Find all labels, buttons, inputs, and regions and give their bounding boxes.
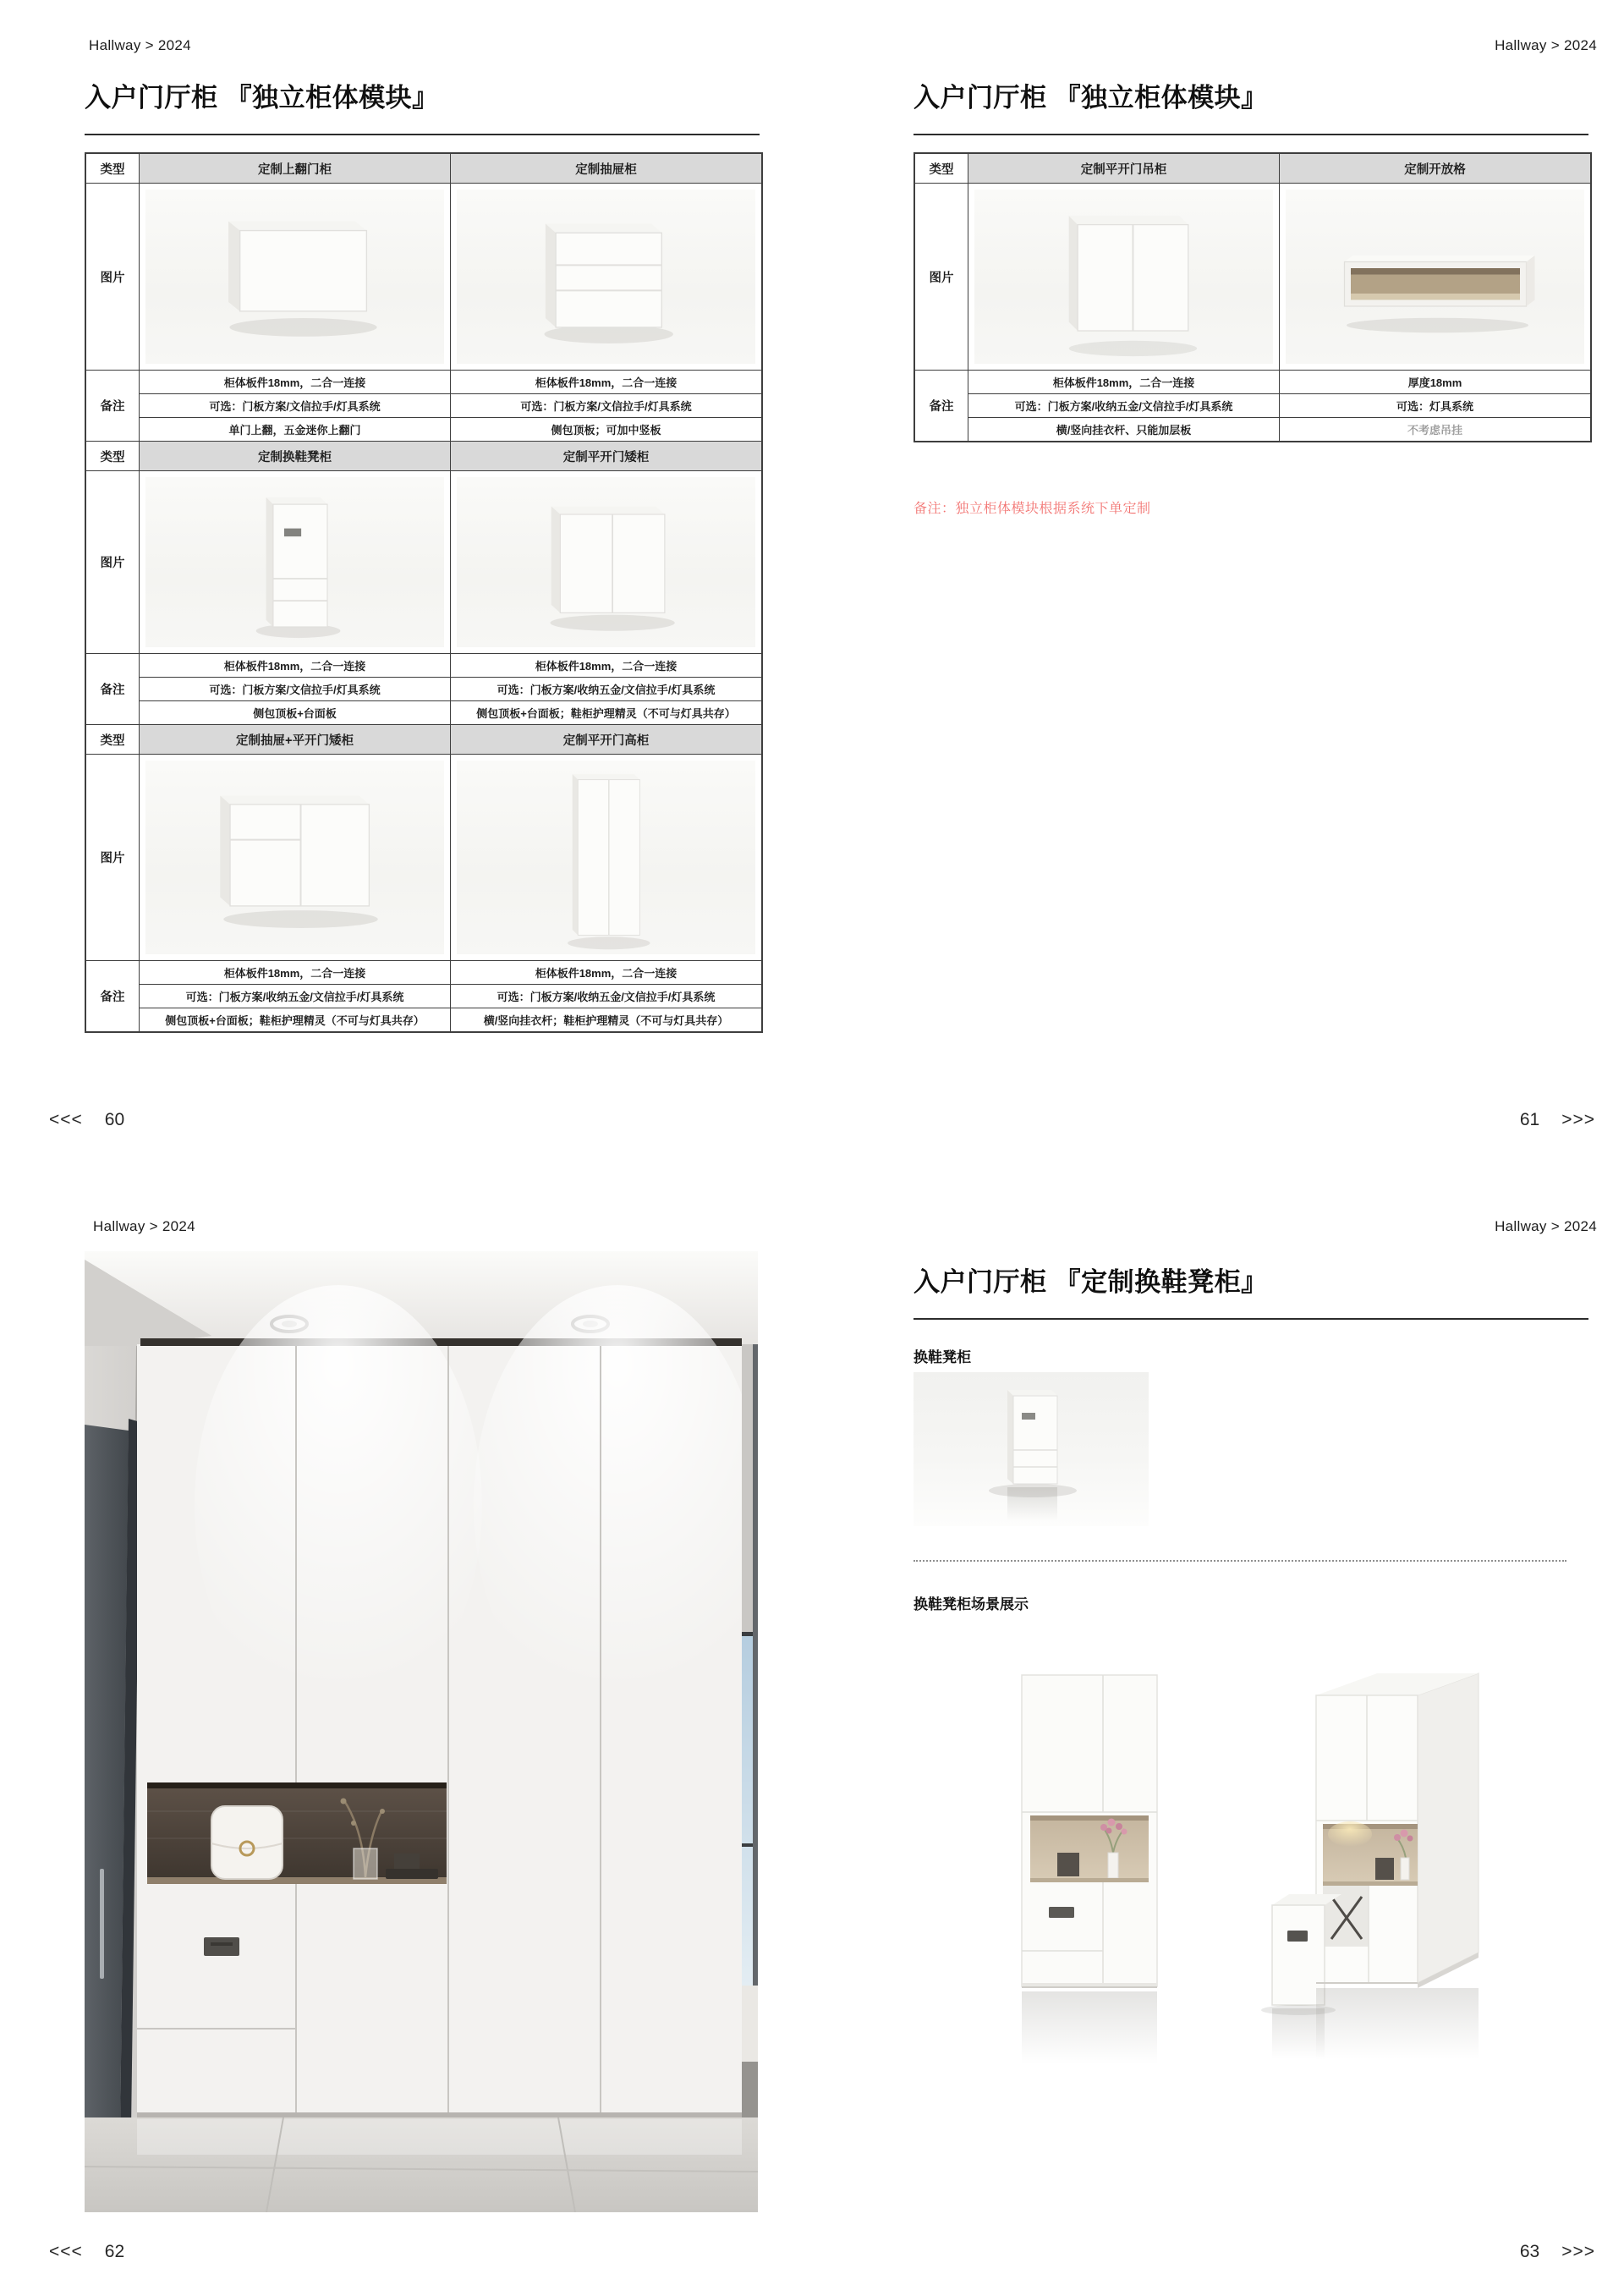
module-table: [914, 152, 1592, 442]
note-cell: 可选：门板方案/文信拉手/灯具系统: [451, 394, 761, 417]
note-cell: 可选：门板方案/文信拉手/灯具系统: [140, 394, 450, 417]
note-cell: 单门上翻，五金迷你上翻门: [140, 418, 450, 441]
note-cell: 侧包顶板；可加中竖板: [451, 418, 761, 441]
tall-swing-door-cabinet-image: [488, 762, 725, 953]
image-cell: [451, 471, 761, 653]
product-label: 换鞋凳柜: [914, 1349, 971, 1365]
page-footer: [49, 2242, 124, 2262]
image-cell: [1280, 184, 1590, 370]
note-cell: 侧包顶板+台面板: [140, 701, 450, 724]
low-swing-door-cabinet-image: [488, 482, 725, 643]
image-cell: [968, 184, 1279, 370]
hallway-photo: [85, 1251, 758, 2212]
page-footer: [1520, 1110, 1595, 1130]
breadcrumb: Hallway > 2024: [1495, 37, 1597, 53]
module-table: [85, 152, 763, 1033]
image-cell: [451, 184, 761, 370]
prev-page-arrows[interactable]: <<<: [49, 2242, 83, 2261]
shoe-bench-scene-angle-image: [1223, 1651, 1519, 2083]
page-footer: [49, 1110, 124, 1130]
shoe-bench-product-image: [914, 1372, 1149, 1526]
product-photo: [914, 1372, 1149, 1526]
note-cell: 可选：门板方案/收纳五金/文信拉手/灯具系统: [140, 985, 450, 1008]
shoe-bench-scene-front-image: [996, 1660, 1184, 2083]
page-footer: [1520, 2242, 1595, 2262]
type-header: 定制上翻门柜: [140, 154, 450, 183]
dotted-divider: [914, 1560, 1566, 1562]
row-label-image: 图片: [86, 755, 139, 960]
title-rule: [914, 134, 1588, 135]
breadcrumb: Hallway > 2024: [93, 1218, 195, 1234]
page-62: [0, 1137, 812, 2274]
type-header: 定制换鞋凳柜: [140, 442, 450, 470]
note-cell: 可选：门板方案/收纳五金/文信拉手/灯具系统: [968, 394, 1279, 417]
title-rule: [85, 134, 760, 135]
note-cell: 可选：门板方案/文信拉手/灯具系统: [140, 678, 450, 700]
page-number: 60: [104, 1110, 125, 1129]
row-label-image: 图片: [86, 184, 139, 370]
liftup-door-cabinet-image: [168, 194, 422, 360]
note-cell: 侧包顶板+台面板；鞋柜护理精灵（不可与灯具共存）: [140, 1008, 450, 1031]
open-shelf-image: [1309, 194, 1562, 360]
page-title: 入户门厅柜 『独立柜体模块』: [914, 83, 1268, 113]
note-cell: 柜体板件18mm，二合一连接: [451, 654, 761, 677]
wall-hung-cabinet-image: [997, 194, 1251, 360]
row-label-note: 备注: [915, 371, 968, 441]
page-number: 61: [1519, 1110, 1540, 1129]
note-cell: 柜体板件18mm，二合一连接: [140, 961, 450, 984]
page-63: [812, 1137, 1624, 2274]
type-header: 定制平开门吊柜: [968, 154, 1279, 183]
image-cell: [451, 755, 761, 960]
note-cell: 不考虑吊挂: [1280, 418, 1590, 441]
next-page-arrows[interactable]: >>>: [1561, 1110, 1595, 1129]
scene-three-quarter-view: [1223, 1651, 1519, 2083]
page-60: [0, 0, 812, 1137]
scene-label: 换鞋凳柜场景展示: [914, 1596, 1029, 1612]
row-label-image: 图片: [915, 184, 968, 370]
hallway-cabinet-scene-image: [85, 1251, 758, 2212]
row-label-type: 类型: [86, 725, 139, 754]
row-label-image: 图片: [86, 471, 139, 653]
note-cell: 横/竖向挂衣杆；鞋柜护理精灵（不可与灯具共存）: [451, 1008, 761, 1031]
note-cell: 可选：灯具系统: [1280, 394, 1590, 417]
row-label-type: 类型: [915, 154, 968, 183]
type-header: 定制抽屉柜: [451, 154, 761, 183]
type-header: 定制开放格: [1280, 154, 1590, 183]
note-cell: 柜体板件18mm，二合一连接: [140, 654, 450, 677]
note-cell: 可选：门板方案/收纳五金/文信拉手/灯具系统: [451, 678, 761, 700]
page-61: [812, 0, 1624, 1137]
type-header: 定制抽屉+平开门矮柜: [140, 725, 450, 754]
note-cell: 侧包顶板+台面板；鞋柜护理精灵（不可与灯具共存）: [451, 701, 761, 724]
note-cell: 可选：门板方案/收纳五金/文信拉手/灯具系统: [451, 985, 761, 1008]
row-label-type: 类型: [86, 442, 139, 470]
page-number: 62: [104, 2242, 125, 2261]
note-cell: 厚度18mm: [1280, 371, 1590, 393]
breadcrumb: Hallway > 2024: [1495, 1218, 1597, 1234]
drawer-door-low-cabinet-image: [168, 766, 422, 948]
page-number: 63: [1519, 2242, 1540, 2261]
drawer-cabinet-image: [480, 194, 733, 360]
page-title: 入户门厅柜 『定制换鞋凳柜』: [914, 1267, 1268, 1297]
next-page-arrows[interactable]: >>>: [1561, 2242, 1595, 2261]
shoe-bench-cabinet-image: [177, 482, 414, 643]
note-cell: 横/竖向挂衣杆、只能加层板: [968, 418, 1279, 441]
row-label-type: 类型: [86, 154, 139, 183]
type-header: 定制平开门矮柜: [451, 442, 761, 470]
image-cell: [140, 755, 450, 960]
page-title: 入户门厅柜 『独立柜体模块』: [85, 83, 439, 113]
row-label-note: 备注: [86, 371, 139, 441]
note-cell: 柜体板件18mm，二合一连接: [968, 371, 1279, 393]
scene-front-view: [996, 1660, 1184, 2083]
row-label-note: 备注: [86, 654, 139, 724]
title-rule: [914, 1318, 1588, 1320]
note-cell: 柜体板件18mm，二合一连接: [451, 371, 761, 393]
note-cell: 柜体板件18mm，二合一连接: [451, 961, 761, 984]
image-cell: [140, 184, 450, 370]
image-cell: [140, 471, 450, 653]
red-remark: 备注：独立柜体模块根据系统下单定制: [914, 502, 1151, 516]
breadcrumb: Hallway > 2024: [89, 37, 191, 53]
prev-page-arrows[interactable]: <<<: [49, 1110, 83, 1129]
note-cell: 柜体板件18mm，二合一连接: [140, 371, 450, 393]
type-header: 定制平开门高柜: [451, 725, 761, 754]
row-label-note: 备注: [86, 961, 139, 1031]
